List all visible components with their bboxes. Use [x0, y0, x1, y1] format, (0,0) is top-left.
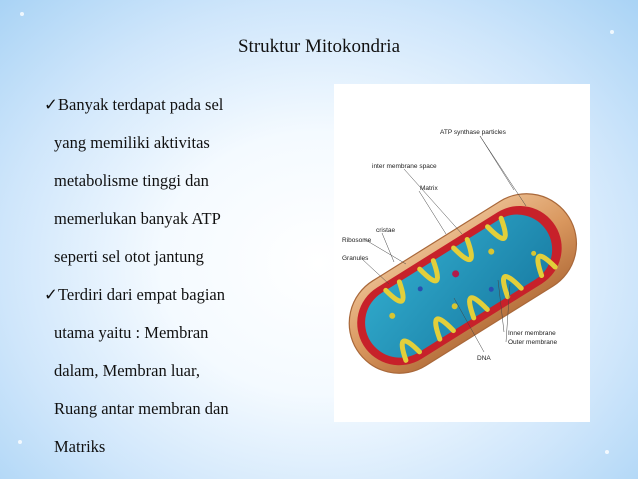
label-dna: DNA — [477, 355, 491, 362]
bullet-item — [44, 276, 294, 466]
bullet-line: memerlukan banyak ATP — [54, 209, 221, 228]
label-inter-membrane-space: inter membrane space — [372, 163, 437, 170]
background-sparkle — [610, 30, 614, 34]
background-sparkle — [18, 440, 22, 444]
bullet-list — [44, 86, 294, 466]
label-matrix: Matrix — [420, 185, 438, 192]
bullet-line: Ruang antar membran dan — [54, 399, 229, 418]
label-ribosome: Ribosome — [342, 237, 372, 244]
label-outer-membrane: Outer membrane — [508, 339, 558, 346]
label-granules: Granules — [342, 255, 369, 262]
label-atp-synthase: ATP synthase particles — [440, 129, 506, 136]
bullet-line: Terdiri dari empat bagian — [58, 285, 225, 304]
bullet-item — [44, 86, 294, 276]
bullet-line: Matriks — [54, 437, 106, 456]
bullet-line: utama yaitu : Membran — [54, 323, 209, 342]
bullet-line: dalam, Membran luar, — [54, 361, 200, 380]
mitochondria-illustration — [334, 84, 590, 422]
checkmark-icon: ✓ — [44, 95, 58, 114]
bullet-line: seperti sel otot jantung — [54, 247, 204, 266]
background-sparkle — [20, 12, 24, 16]
label-inner-membrane: Inner membrane — [508, 330, 556, 337]
background-sparkle — [605, 450, 609, 454]
checkmark-icon: ✓ — [44, 285, 58, 304]
mitochondrion-body — [334, 175, 590, 392]
mitochondria-diagram — [334, 84, 590, 422]
bullet-line: yang memiliki aktivitas — [54, 133, 210, 152]
label-cristae: cristae — [376, 227, 396, 234]
bullet-line: Banyak terdapat pada sel — [58, 95, 224, 114]
slide-title: Struktur Mitokondria — [237, 36, 401, 57]
bullet-line: metabolisme tinggi dan — [54, 171, 209, 190]
